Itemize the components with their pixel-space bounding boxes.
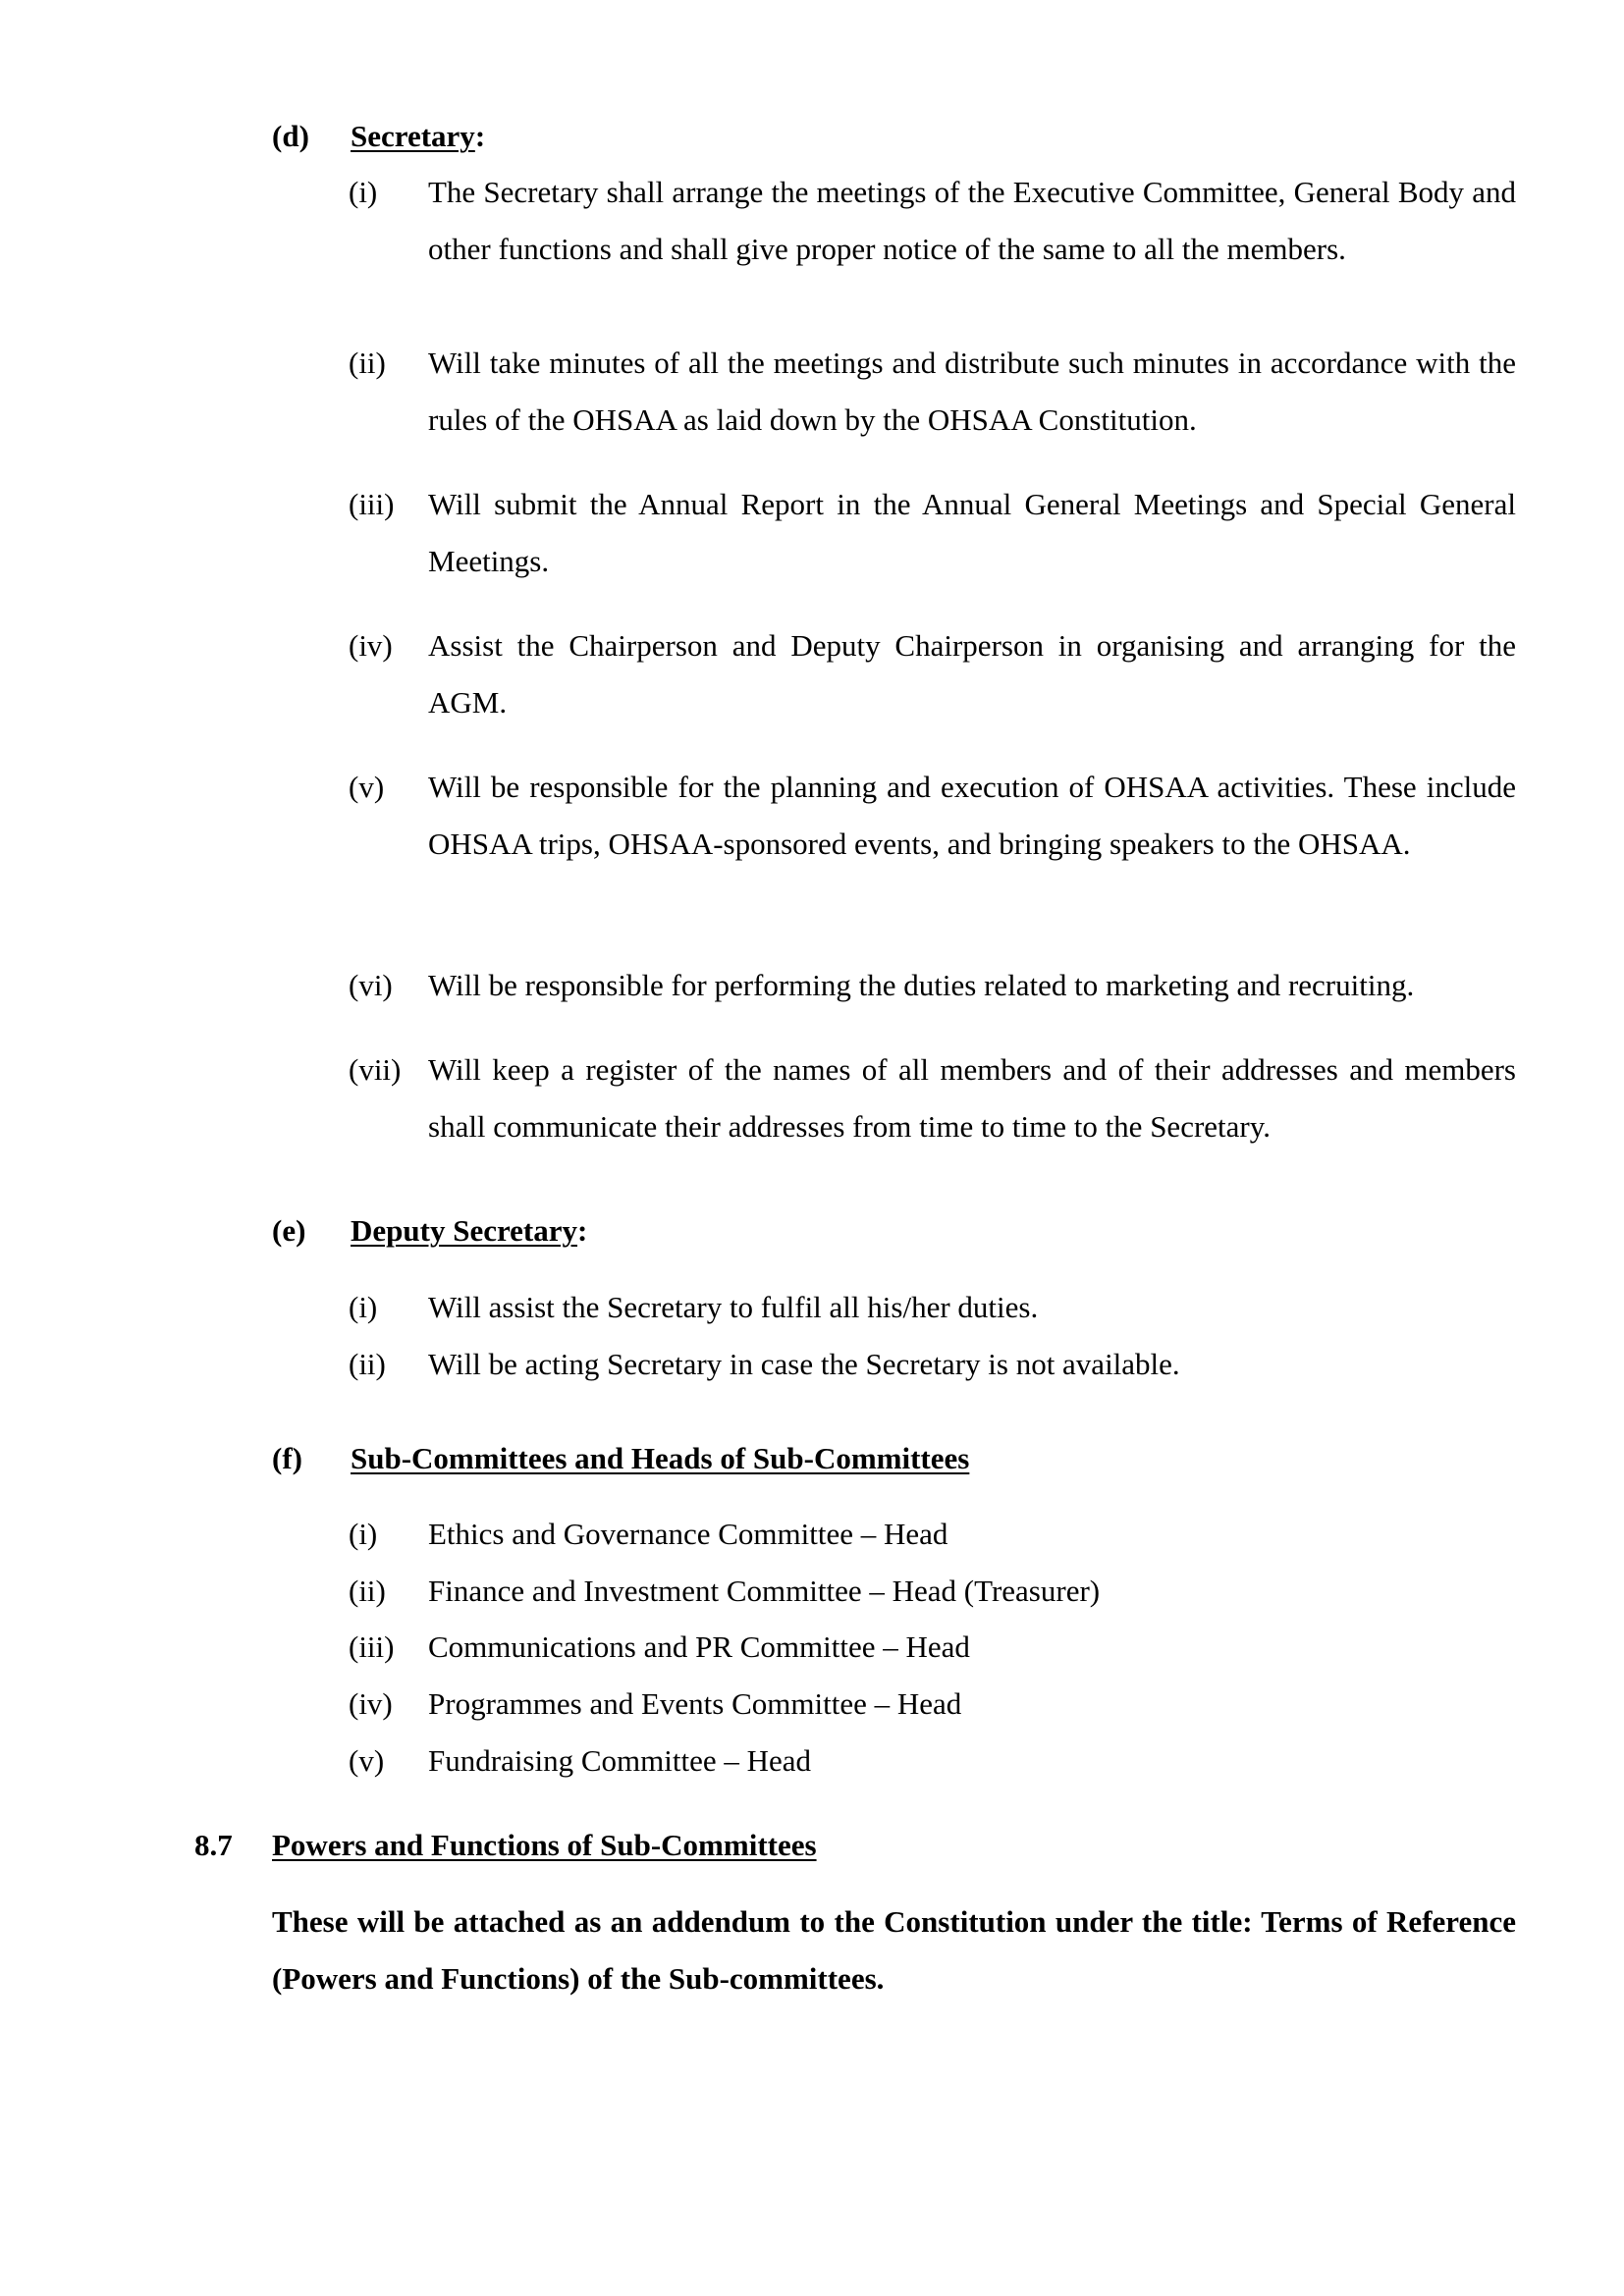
section-e-label: (e) [272,1213,306,1248]
list-item-text: Will be responsible for performing the duties related to marketing and recruiting. [428,968,1415,1002]
section-d-heading [351,108,485,165]
list-item-number: (ii) [349,346,386,380]
list-item-number: (vi) [349,968,393,1002]
section-87-body: These will be attached as an addendum to the Constitution under the title: Terms of Reference (Powers and Functions) of the Sub-committees. [272,1904,1516,1996]
list-item-text: Assist the Chairperson and Deputy Chairperson in organising and arranging for the AGM. [428,628,1516,720]
list-item-number: (v) [349,770,385,804]
section-f-label: (f) [272,1441,302,1475]
list-item-text: Finance and Investment Committee – Head (Treasurer) [428,1574,1101,1608]
section-d-label: (d) [272,119,309,153]
list-item-number: (ii) [349,1574,386,1608]
section-e-title: Deputy Secretary [351,1213,578,1248]
section-d-colon: : [474,119,486,153]
list-item-text: Will keep a register of the names of all members and of their addresses and members shall communicate their addresses from time to time to the Secretary. [428,1052,1516,1144]
list-item-text: The Secretary shall arrange the meetings of the Executive Committee, General Body and other functions and shall give proper notice of the same to all the members. [428,175,1516,266]
list-item-number: (iv) [349,1686,393,1721]
list-item-text: Will take minutes of all the meetings and distribute such minutes in accordance with the rules of the OHSAA as laid down by the OHSAA Constitution. [428,346,1516,437]
list-item-text: Fundraising Committee – Head [428,1743,812,1778]
section-e-colon: : [577,1213,588,1248]
list-item-number: (i) [349,1517,378,1551]
list-item-text: Communications and PR Committee – Head [428,1629,970,1664]
list-item-text: Will be acting Secretary in case the Secretary is not available. [428,1347,1180,1381]
list-item-number: (ii) [349,1347,386,1381]
list-item-number: (i) [349,1290,378,1324]
list-item-number: (i) [349,175,378,209]
list-item-text: Will submit the Annual Report in the Annual General Meetings and Special General Meetings. [428,487,1516,578]
list-item-text: Programmes and Events Committee – Head [428,1686,962,1721]
section-87-number: 8.7 [194,1828,233,1862]
section-d-title: Secretary [351,119,475,153]
list-item-text: Will be responsible for the planning and execution of OHSAA activities. These include OHSAA trips, OHSAA-sponsored events, and bringing speakers to the OHSAA. [428,770,1516,861]
list-item-number: (iii) [349,1629,395,1664]
list-item-text: Ethics and Governance Committee – Head [428,1517,948,1551]
list-item-number: (iv) [349,628,393,663]
list-item-number: (vii) [349,1052,402,1087]
list-item-number: (v) [349,1743,385,1778]
list-item-number: (iii) [349,487,395,521]
section-e-heading [351,1202,587,1259]
section-87-title: Powers and Functions of Sub-Committees [272,1828,817,1862]
list-item-text: Will assist the Secretary to fulfil all his/her duties. [428,1290,1039,1324]
section-f-title: Sub-Committees and Heads of Sub-Committees [351,1441,970,1475]
